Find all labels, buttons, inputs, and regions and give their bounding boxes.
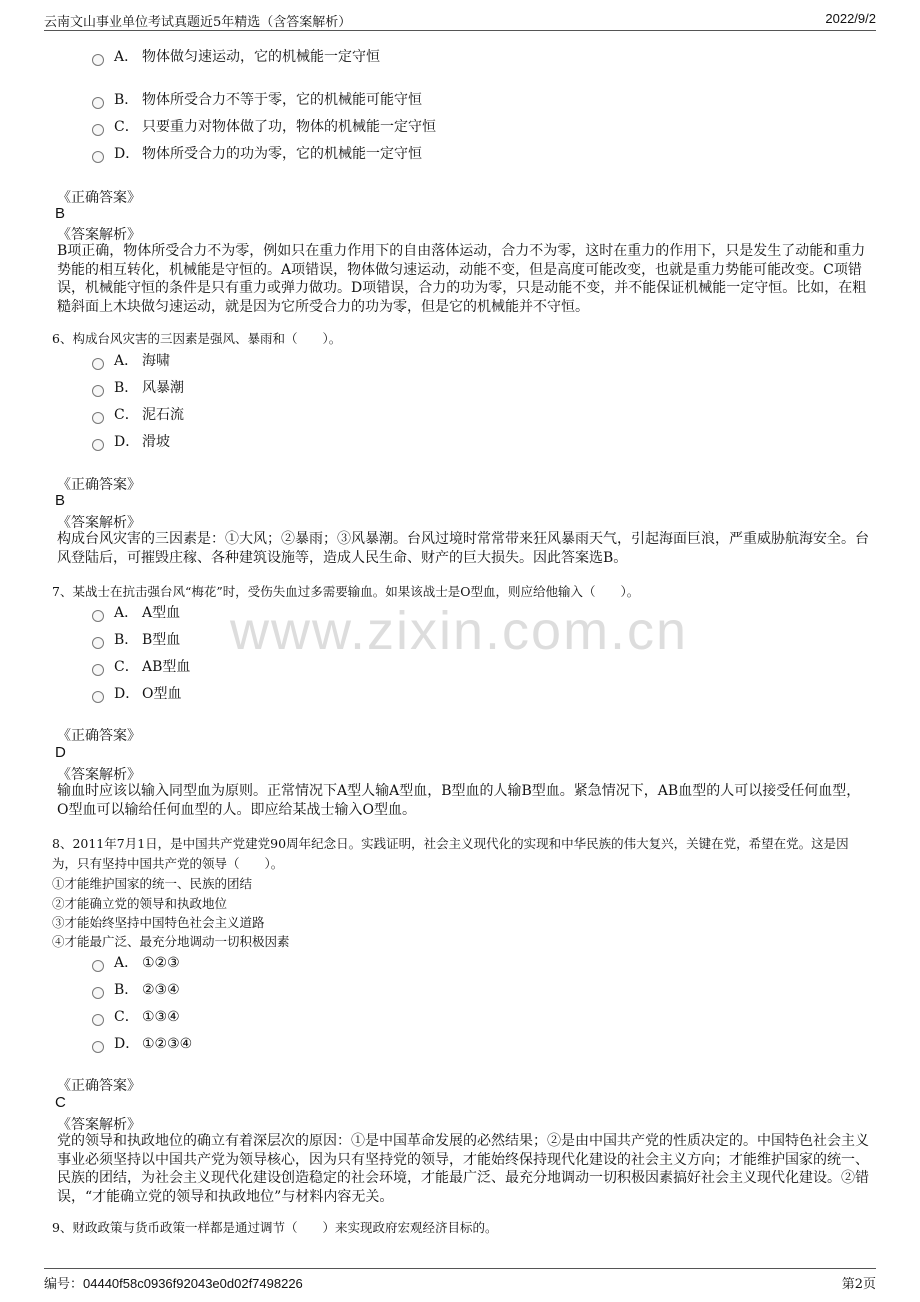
option-text: 风暴潮	[142, 380, 184, 396]
radio-icon[interactable]	[92, 124, 104, 136]
radio-icon[interactable]	[92, 637, 104, 649]
option-text: ①③④	[142, 1009, 180, 1025]
analysis-text: 构成台风灾害的三因素是：①大风；②暴雨；③风暴潮。台风过境时常常带来狂风暴雨天气，引起海面巨浪，严重威胁航海安全。台风登陆后，可摧毁庄稼、各种建筑设施等，造成人民生命、财产的巨大损失。因此答案选B。	[57, 531, 869, 566]
question-9: 9、财政政策与货币政策一样都是通过调节（ ）来实现政府宏观经济目标的。	[52, 1220, 498, 1235]
radio-icon[interactable]	[92, 412, 104, 424]
watermark: www.zixin.com.cn	[230, 601, 689, 661]
option-letter: C．	[114, 407, 139, 423]
analysis-label: 《答案解析》	[57, 515, 141, 531]
document-code	[44, 1273, 303, 1292]
radio-icon[interactable]	[92, 151, 104, 163]
option-text: 物体做匀速运动，它的机械能一定守恒	[142, 49, 380, 65]
option-text: ①②③	[142, 955, 180, 971]
option-text: 泥石流	[142, 407, 184, 423]
question-8: 8、2011年7月1日，是中国共产党建党90周年纪念日。实践证明，社会主义现代化的实现和中华民族的伟大复兴，关键在党，希望在党。这是因为，只有坚持中国共产党的领导（ ）。	[52, 836, 849, 871]
option-letter: D．	[114, 146, 140, 162]
option-letter: D．	[114, 1036, 140, 1052]
q7-option-b[interactable]	[92, 630, 180, 650]
option-text: 物体所受合力的功为零，它的机械能一定守恒	[142, 146, 422, 162]
option-text: AB型血	[142, 659, 191, 675]
q8-option-b[interactable]	[92, 980, 180, 1000]
analysis-text: B项正确，物体所受合力不为零，例如只在重力作用下的自由落体运动，合力不为零，这时在重力的作用下，只是发生了动能和重力势能的相互转化，机械能是守恒的。A项错误，物体做匀速运动，动能不变，但是高度可能改变，也就是重力势能可能改变。C项错误，机械能守恒的条件是只有重力或弹力做功。D项错误，合力的功为零，只是动能不变，并不能保证机械能一定守恒。比如，在粗糙斜面上木块做匀速运动，就是因为它所受合力的功为零，但是它的机械能并不守恒。	[57, 243, 867, 315]
option-letter: D．	[114, 434, 140, 450]
question-7: 7、某战士在抗击强台风“梅花”时，受伤失血过多需要输血。如果该战士是O型血，则应给他输入（ ）。	[52, 584, 640, 599]
option-text: O型血	[142, 686, 182, 702]
analysis-text: 党的领导和执政地位的确立有着深层次的原因：①是中国革命发展的必然结果；②是由中国共产党的性质决定的。中国特色社会主义事业必须坚持以中国共产党为领导核心，因为只有坚持党的领导，才能始终保持现代化建设的社会主义方向；才能维护国家的统一、民族的团结，为社会主义现代化建设创造稳定的社会环境，才能最广泛、最充分地调动一切积极因素搞好社会主义现代化建设。②错误，“才能确立党的领导和执政地位”与材料内容无关。	[57, 1133, 869, 1205]
statement-item: ③才能始终坚持中国特色社会主义道路	[52, 915, 265, 930]
option-letter: A．	[114, 955, 139, 971]
q6-option-d[interactable]	[92, 432, 170, 452]
radio-icon[interactable]	[92, 987, 104, 999]
option-letter: C．	[114, 1009, 139, 1025]
answer-label: 《正确答案》	[57, 1078, 141, 1094]
radio-icon[interactable]	[92, 664, 104, 676]
option-letter: A．	[114, 353, 139, 369]
radio-icon[interactable]	[92, 385, 104, 397]
q5-option-d[interactable]	[92, 144, 422, 164]
option-letter: B．	[114, 92, 139, 108]
q5-option-a[interactable]	[92, 47, 380, 67]
option-text: ①②③④	[142, 1036, 193, 1052]
header-title: 云南文山事业单位考试真题近5年精选（含答案解析）	[44, 15, 352, 30]
q6-option-a[interactable]	[92, 351, 170, 371]
analysis-label: 《答案解析》	[57, 227, 141, 243]
option-letter: B．	[114, 380, 139, 396]
option-text: B型血	[142, 632, 181, 648]
option-letter: C．	[114, 659, 139, 675]
q5-option-b[interactable]	[92, 90, 422, 110]
option-letter: B．	[114, 632, 139, 648]
answer-value: D	[55, 744, 66, 761]
option-letter: C．	[114, 119, 139, 135]
q6-option-c[interactable]	[92, 405, 184, 425]
option-letter: A．	[114, 49, 139, 65]
q7-option-c[interactable]	[92, 657, 190, 677]
q6-option-b[interactable]	[92, 378, 184, 398]
code-value: 04440f58c0936f92043e0d02f7498226	[83, 1276, 303, 1291]
option-text: 海啸	[142, 353, 170, 369]
q7-option-a[interactable]	[92, 603, 180, 623]
analysis-label: 《答案解析》	[57, 767, 141, 783]
q7-option-d[interactable]	[92, 684, 181, 704]
answer-value: B	[55, 492, 66, 509]
answer-label: 《正确答案》	[57, 477, 141, 493]
page-footer	[44, 1268, 876, 1297]
answer-value: C	[55, 1094, 66, 1111]
q8-option-c[interactable]	[92, 1007, 180, 1027]
q5-option-c[interactable]	[92, 117, 436, 137]
radio-icon[interactable]	[92, 358, 104, 370]
statement-item: ②才能确立党的领导和执政地位	[52, 896, 228, 911]
analysis-text: 输血时应该以输入同型血为原则。正常情况下A型人输A型血，B型血的人输B型血。紧急情况下，AB血型的人可以接受任何血型，O型血可以输给任何血型的人。即应给某战士输入O型血。	[57, 783, 861, 818]
page-header	[44, 8, 876, 31]
analysis-label: 《答案解析》	[57, 1117, 141, 1133]
page-number: 第2页	[841, 1277, 876, 1292]
radio-icon[interactable]	[92, 610, 104, 622]
statement-item: ④才能最广泛、最充分地调动一切积极因素	[52, 934, 290, 949]
option-text: 只要重力对物体做了功，物体的机械能一定守恒	[142, 119, 436, 135]
option-text: ②③④	[142, 982, 180, 998]
answer-label: 《正确答案》	[57, 190, 141, 206]
q8-option-d[interactable]	[92, 1034, 192, 1054]
radio-icon[interactable]	[92, 691, 104, 703]
option-letter: D．	[114, 686, 140, 702]
radio-icon[interactable]	[92, 1014, 104, 1026]
option-text: 滑坡	[142, 434, 170, 450]
radio-icon[interactable]	[92, 97, 104, 109]
radio-icon[interactable]	[92, 439, 104, 451]
option-letter: A．	[114, 605, 139, 621]
radio-icon[interactable]	[92, 54, 104, 66]
answer-label: 《正确答案》	[57, 728, 141, 744]
option-letter: B．	[114, 982, 139, 998]
radio-icon[interactable]	[92, 960, 104, 972]
question-6: 6、构成台风灾害的三因素是强风、暴雨和（ ）。	[52, 331, 342, 346]
radio-icon[interactable]	[92, 1041, 104, 1053]
header-date: 2022/9/2	[825, 11, 876, 26]
q8-option-a[interactable]	[92, 953, 180, 973]
option-text: 物体所受合力不等于零，它的机械能可能守恒	[142, 92, 422, 108]
statement-item: ①才能维护国家的统一、民族的团结	[52, 876, 253, 891]
answer-value: B	[55, 205, 66, 222]
option-text: A型血	[142, 605, 181, 621]
code-label: 编号：	[44, 1277, 84, 1292]
